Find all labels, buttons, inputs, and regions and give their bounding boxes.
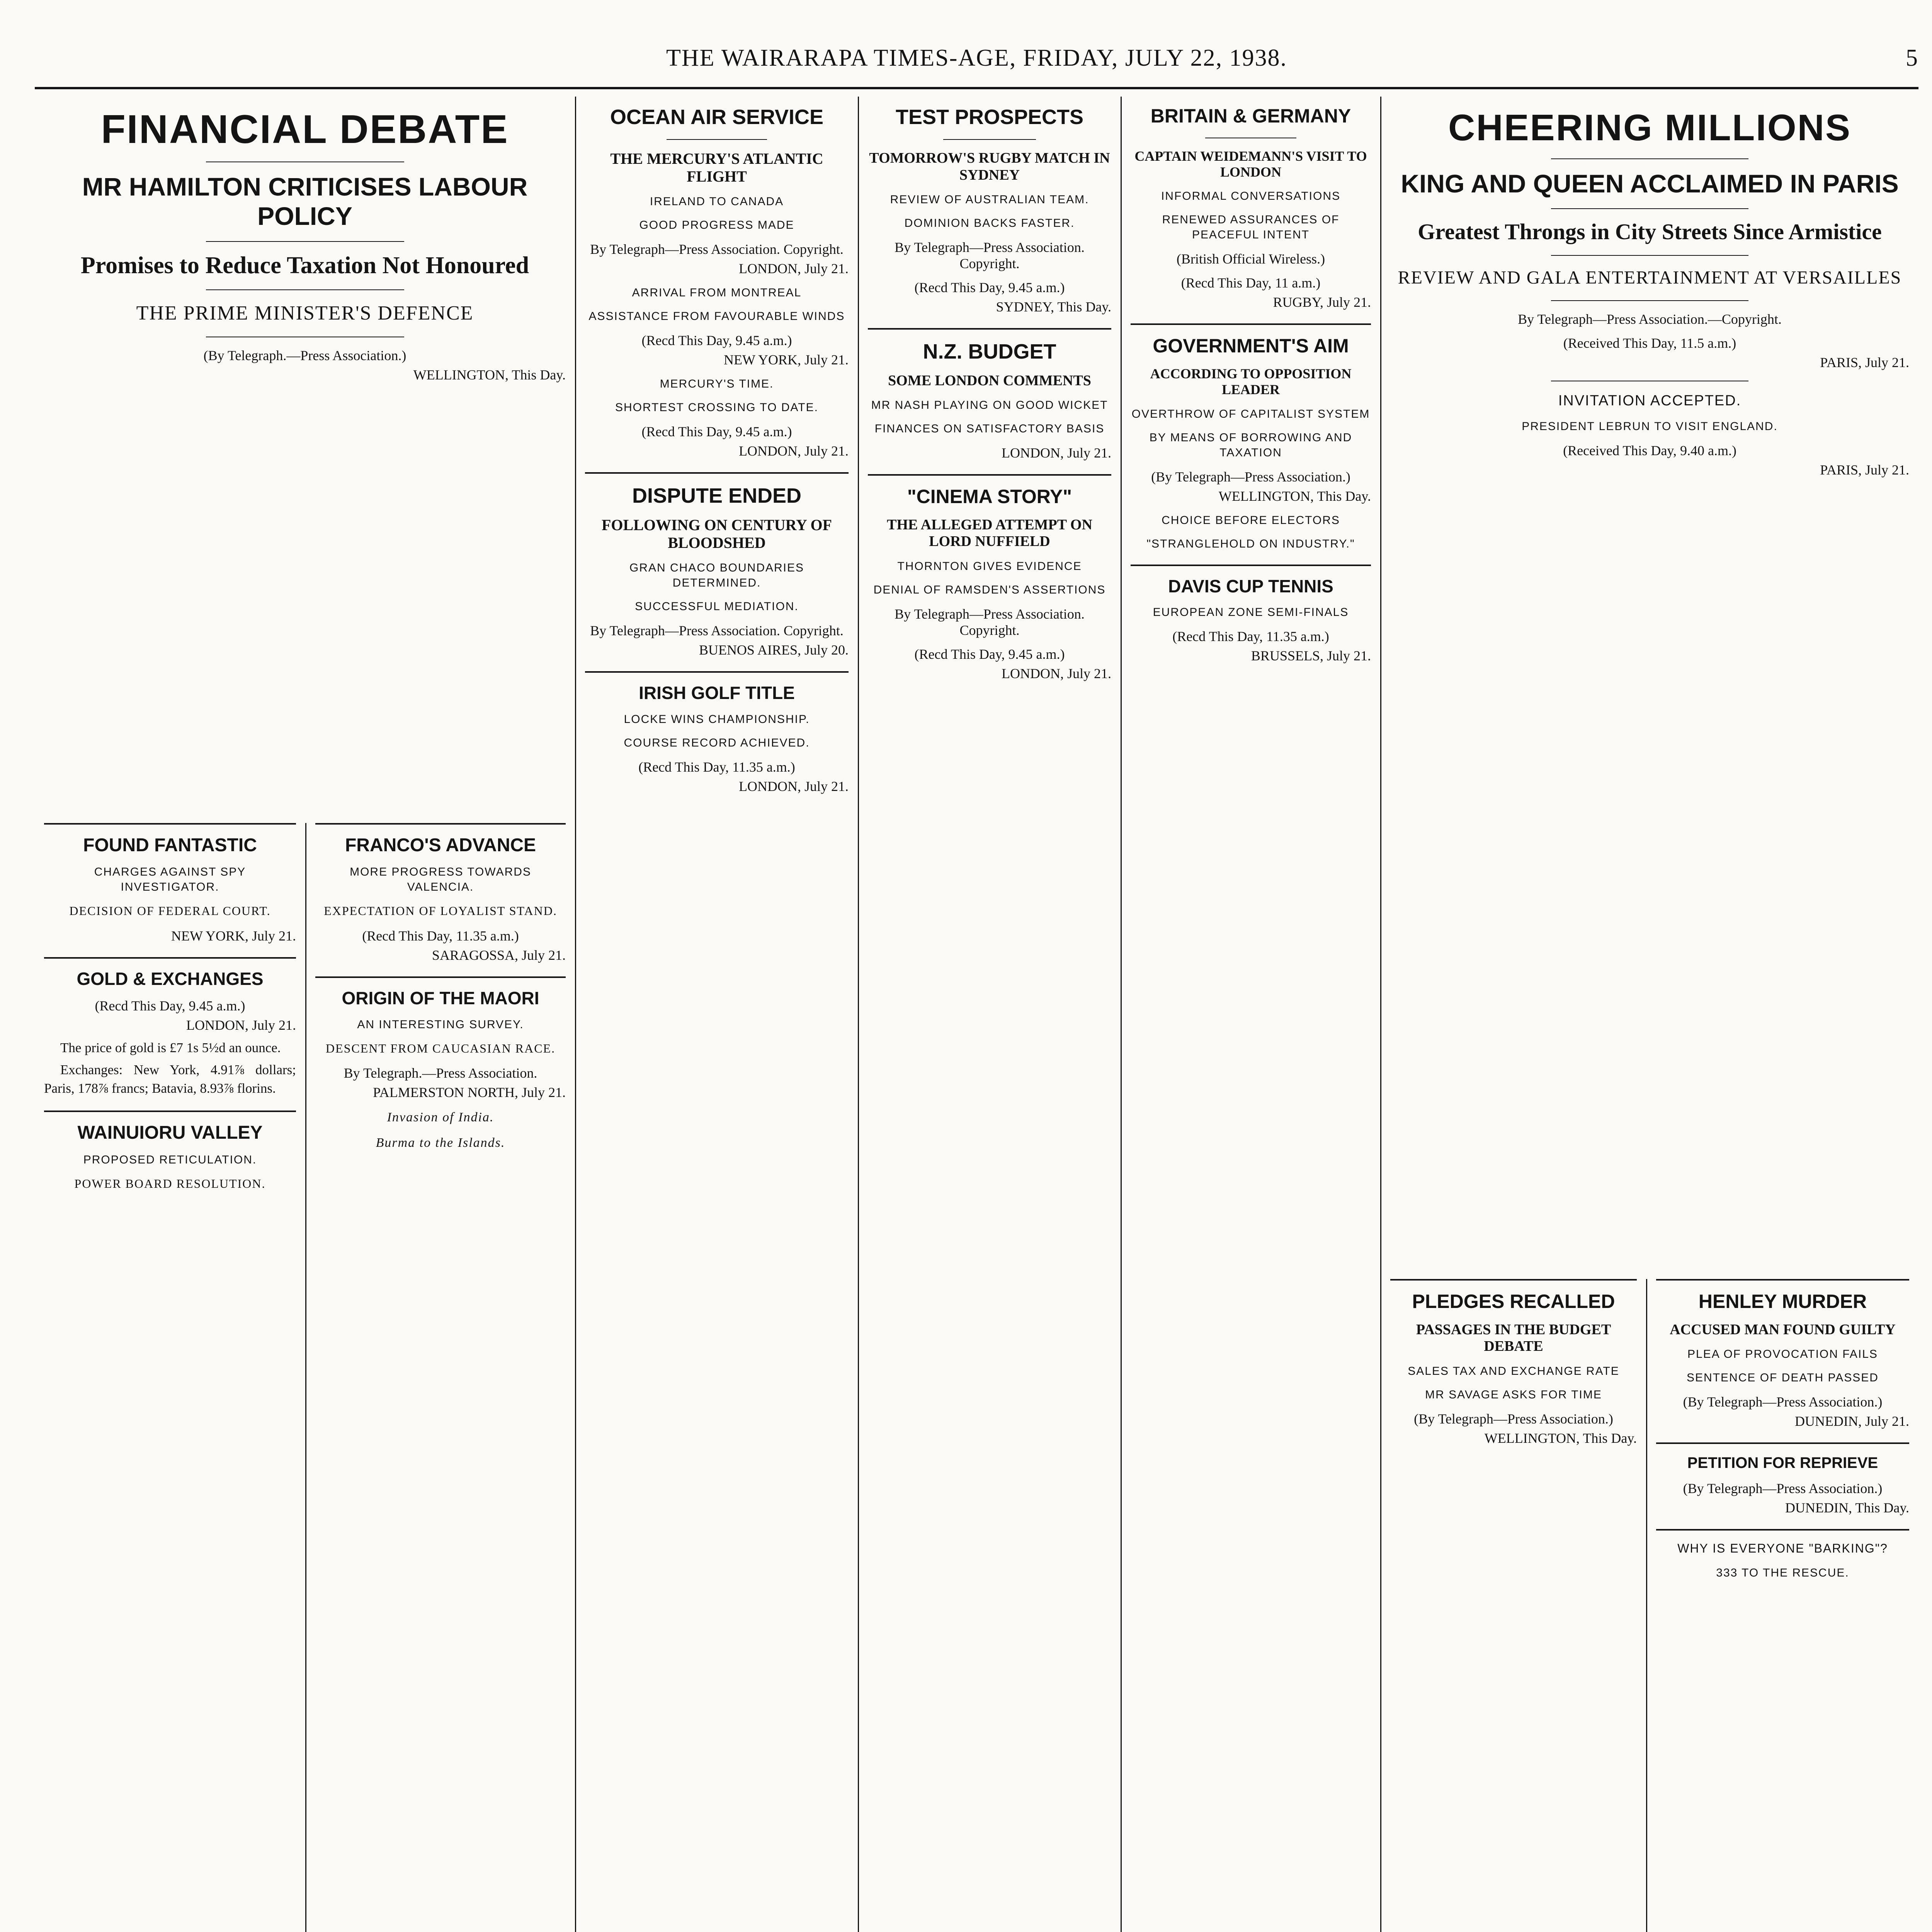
petition-reprieve-dateline: DUNEDIN, This Day. (1785, 1500, 1909, 1516)
cinema-story-dateline: LONDON, July 21. (1002, 666, 1111, 682)
cinema-story-deck: THE ALLEGED ATTEMPT ON LORD NUFFIELD (887, 516, 1092, 550)
column-7 (1647, 1279, 1918, 1932)
dispute-ended-deck-2: GRAN CHACO BOUNDARIES DETERMINED. (629, 561, 804, 590)
origin-maori-headline: ORIGIN OF THE MAORI (342, 988, 539, 1008)
governments-aim-subhead: CHOICE BEFORE ELECTORS (1162, 514, 1340, 527)
invitation-deck: PRESIDENT LEBRUN TO VISIT ENGLAND. (1522, 420, 1778, 433)
test-prospects-deck-2: REVIEW OF AUSTRALIAN TEAM. (890, 193, 1089, 206)
ocean-air-deck-5: ASSISTANCE FROM FAVOURABLE WINDS (588, 310, 845, 323)
cheering-millions-article (1381, 97, 1918, 1267)
nz-budget-deck-2: MR NASH PLAYING ON GOOD WICKET (871, 399, 1108, 412)
test-prospects-deck-3: DOMINION BACKS FASTER. (904, 217, 1075, 230)
britain-germany-deck: CAPTAIN WEIDEMANN'S VISIT TO LONDON (1134, 148, 1367, 180)
advert-headline: WHY IS EVERYONE "BARKING"? (1677, 1541, 1888, 1556)
pledges-recalled-byline: (By Telegraph—Press Association.) (1414, 1411, 1613, 1427)
divider (667, 139, 767, 140)
cinema-story-headline: "CINEMA STORY" (907, 486, 1072, 508)
origin-maori-dateline: PALMERSTON NORTH, July 21. (373, 1085, 566, 1100)
found-fantastic-headline: FOUND FANTASTIC (83, 835, 257, 855)
pledges-recalled-deck: PASSAGES IN THE BUDGET DEBATE (1416, 1321, 1611, 1355)
test-prospects-byline-2: (Recd This Day, 9.45 a.m.) (914, 280, 1065, 296)
origin-maori-deck: AN INTERESTING SURVEY. (357, 1018, 524, 1031)
origin-maori-byline: By Telegraph.—Press Association. (344, 1065, 537, 1081)
financial-debate-byline: (By Telegraph.—Press Association.) (203, 348, 406, 364)
irish-golf-deck: LOCKE WINS CHAMPIONSHIP. (624, 713, 810, 726)
test-prospects-dateline: SYDNEY, This Day. (996, 299, 1111, 315)
divider (1656, 1529, 1909, 1531)
governments-aim-deck: ACCORDING TO OPPOSITION LEADER (1150, 366, 1352, 398)
nz-budget-deck-3: FINANCES ON SATISFACTORY BASIS (874, 422, 1105, 435)
divider (1551, 208, 1748, 209)
governments-aim-deck-2: OVERTHROW OF CAPITALIST SYSTEM (1131, 407, 1370, 420)
column-1a (35, 823, 305, 1932)
divider (315, 976, 566, 978)
francos-advance-headline: FRANCO'S ADVANCE (345, 835, 536, 855)
ocean-air-deck-3: GOOD PROGRESS MADE (639, 219, 794, 232)
masthead-rule (35, 87, 1918, 89)
cinema-story-deck-3: DENIAL OF RAMSDEN'S ASSERTIONS (873, 583, 1106, 597)
dispute-ended-deck-3: SUCCESSFUL MEDIATION. (635, 600, 799, 613)
found-fantastic-deck: CHARGES AGAINST SPY INVESTIGATOR. (94, 866, 246, 894)
divider (1131, 323, 1371, 325)
gold-exchanges-headline: GOLD & EXCHANGES (77, 968, 264, 989)
divider (1656, 1442, 1909, 1444)
found-fantastic-dateline: NEW YORK, July 21. (171, 928, 296, 944)
dispute-ended-headline: DISPUTE ENDED (632, 484, 802, 508)
ocean-air-deck-2: IRELAND TO CANADA (650, 195, 784, 208)
wainuioru-deck: PROPOSED RETICULATION. (83, 1153, 257, 1166)
divider (868, 474, 1111, 476)
britain-germany-dateline: RUGBY, July 21. (1273, 294, 1371, 310)
cheering-millions-byline: By Telegraph—Press Association.—Copyright. (1518, 311, 1782, 327)
column-6 (1381, 1279, 1646, 1932)
divider (585, 671, 849, 673)
pledges-recalled-deck-2: SALES TAX AND EXCHANGE RATE (1408, 1364, 1619, 1378)
invitation-headline: INVITATION ACCEPTED. (1558, 392, 1742, 409)
ocean-air-headline: OCEAN AIR SERVICE (610, 105, 824, 129)
financial-debate-dateline: WELLINGTON, This Day. (413, 367, 566, 383)
cheering-millions-banner: CHEERING MILLIONS (1448, 107, 1851, 148)
francos-advance-dateline: SARAGOSSA, July 21. (432, 947, 566, 963)
petition-reprieve-headline: PETITION FOR REPRIEVE (1687, 1454, 1878, 1472)
divider (315, 823, 566, 825)
invitation-dateline: PARIS, July 21. (1820, 462, 1909, 478)
irish-golf-deck-2: COURSE RECORD ACHIEVED. (624, 736, 810, 750)
divider (868, 328, 1111, 330)
davis-cup-headline: DAVIS CUP TENNIS (1168, 576, 1333, 596)
dispute-ended-deck: FOLLOWING ON CENTURY OF BLOODSHED (601, 516, 832, 552)
francos-advance-deck: MORE PROGRESS TOWARDS VALENCIA. (350, 866, 531, 894)
henley-murder-dateline: DUNEDIN, July 21. (1795, 1413, 1909, 1429)
financial-debate-article (35, 97, 575, 811)
masthead (35, 44, 1918, 83)
governments-aim-headline: GOVERNMENT'S AIM (1153, 335, 1349, 357)
divider (1131, 565, 1371, 566)
financial-debate-subhead: Promises to Reduce Taxation Not Honoured (80, 252, 529, 279)
test-prospects-headline: TEST PROSPECTS (895, 105, 1084, 129)
test-prospects-byline: By Telegraph—Press Association. Copyright. (895, 240, 1085, 272)
ocean-air-dateline: LONDON, July 21. (739, 261, 849, 277)
divider (206, 241, 404, 242)
francos-advance-deck-2: EXPECTATION OF LOYALIST STAND. (324, 904, 557, 918)
cinema-story-byline: By Telegraph—Press Association. Copyright. (895, 606, 1085, 638)
gold-price-text: The price of gold is £7 1s 5½d an ounce. (60, 1040, 281, 1055)
henley-murder-deck: ACCUSED MAN FOUND GUILTY (1670, 1321, 1896, 1338)
britain-germany-headline: BRITAIN & GERMANY (1150, 105, 1351, 127)
irish-golf-byline: (Recd This Day, 11.35 a.m.) (638, 759, 795, 775)
ocean-air-byline: By Telegraph—Press Association. Copyright. (590, 242, 844, 257)
ocean-air-deck: THE MERCURY'S ATLANTIC FLIGHT (610, 150, 823, 185)
pledges-recalled-deck-3: MR SAVAGE ASKS FOR TIME (1425, 1388, 1602, 1401)
ocean-air-deck-4: ARRIVAL FROM MONTREAL (632, 286, 802, 299)
ocean-air-dateline-2: NEW YORK, July 21. (724, 352, 849, 368)
henley-murder-deck-3: SENTENCE OF DEATH PASSED (1687, 1371, 1879, 1384)
cheering-millions-dateline: PARIS, July 21. (1820, 354, 1909, 370)
davis-cup-dateline: BRUSSELS, July 21. (1251, 648, 1371, 664)
nz-budget-deck: SOME LONDON COMMENTS (888, 372, 1091, 389)
exchanges-text: Exchanges: New York, 4.91⅞ dollars; Paris, 178⅞ francs; Batavia, 8.93⅞ florins. (44, 1062, 296, 1096)
henley-murder-byline: (By Telegraph—Press Association.) (1683, 1394, 1883, 1410)
dispute-ended-dateline: BUENOS AIRES, July 20. (699, 642, 849, 658)
financial-debate-deck: THE PRIME MINISTER'S DEFENCE (136, 302, 474, 325)
divider (585, 472, 849, 474)
britain-germany-deck-2: INFORMAL CONVERSATIONS (1161, 190, 1341, 203)
cheering-millions-headline: KING AND QUEEN ACCLAIMED IN PARIS (1401, 169, 1899, 198)
governments-aim-byline: (By Telegraph—Press Association.) (1151, 469, 1350, 485)
britain-germany-deck-3: RENEWED ASSURANCES OF PEACEFUL INTENT (1162, 213, 1340, 242)
column-4 (859, 97, 1121, 1932)
gold-exchanges-byline: (Recd This Day, 9.45 a.m.) (95, 998, 245, 1014)
divider (44, 957, 296, 959)
origin-maori-subhead-burma: Burma to the Islands. (376, 1136, 505, 1150)
divider (1656, 1279, 1909, 1281)
britain-germany-byline: (British Official Wireless.) (1176, 251, 1325, 267)
governments-aim-deck-3: BY MEANS OF BORROWING AND TAXATION (1149, 431, 1352, 459)
cheering-millions-subhead: Greatest Throngs in City Streets Since Armistice (1418, 219, 1882, 245)
nz-budget-headline: N.Z. BUDGET (923, 340, 1056, 364)
francos-advance-byline: (Recd This Day, 11.35 a.m.) (362, 928, 519, 944)
page-number: 5 (1906, 45, 1918, 71)
cheering-millions-deck: REVIEW AND GALA ENTERTAINMENT AT VERSAILLES (1398, 267, 1902, 288)
divider (1551, 255, 1748, 256)
nz-budget-dateline: LONDON, July 21. (1002, 445, 1111, 461)
divider (1551, 158, 1748, 159)
gold-exchanges-dateline: LONDON, July 21. (186, 1017, 296, 1033)
ocean-air-deck-7: SHORTEST CROSSING TO DATE. (615, 401, 818, 414)
britain-germany-byline-2: (Recd This Day, 11 a.m.) (1181, 275, 1321, 291)
origin-maori-deck-2: DESCENT FROM CAUCASIAN RACE. (325, 1041, 556, 1055)
found-fantastic-deck-2: DECISION OF FEDERAL COURT. (69, 904, 271, 918)
divider (943, 139, 1036, 140)
wainuioru-headline: WAINUIORU VALLEY (77, 1122, 263, 1143)
financial-debate-banner: FINANCIAL DEBATE (101, 107, 509, 152)
davis-cup-byline: (Recd This Day, 11.35 a.m.) (1172, 629, 1329, 645)
column-3 (576, 97, 858, 1932)
origin-maori-subhead-invasion: Invasion of India. (387, 1110, 494, 1125)
pledges-recalled-dateline: WELLINGTON, This Day. (1484, 1430, 1637, 1446)
invitation-byline: (Received This Day, 9.40 a.m.) (1563, 442, 1736, 458)
divider (1390, 1279, 1637, 1281)
petition-reprieve-byline: (By Telegraph—Press Association.) (1683, 1481, 1883, 1497)
ocean-air-byline-3: (Recd This Day, 9.45 a.m.) (641, 424, 792, 440)
cinema-story-deck-2: THORNTON GIVES EVIDENCE (897, 560, 1082, 573)
pledges-recalled-headline: PLEDGES RECALLED (1412, 1291, 1615, 1312)
henley-murder-headline: HENLEY MURDER (1698, 1291, 1867, 1312)
dispute-ended-byline: By Telegraph—Press Association. Copyright. (590, 623, 844, 639)
irish-golf-dateline: LONDON, July 21. (739, 779, 849, 794)
governments-aim-dateline: WELLINGTON, This Day. (1218, 488, 1371, 504)
divider (44, 823, 296, 825)
davis-cup-deck: EUROPEAN ZONE SEMI-FINALS (1153, 606, 1349, 619)
masthead-title: THE WAIRARAPA TIMES-AGE, FRIDAY, JULY 22, 1938. (666, 45, 1287, 71)
financial-debate-headline: MR HAMILTON CRITICISES LABOUR POLICY (82, 172, 528, 231)
divider (1551, 300, 1748, 301)
divider (44, 1111, 296, 1112)
wainuioru-deck-2: POWER BOARD RESOLUTION. (74, 1176, 266, 1190)
cinema-story-byline-2: (Recd This Day, 9.45 a.m.) (914, 646, 1065, 662)
test-prospects-deck: TOMORROW'S RUGBY MATCH IN SYDNEY (869, 150, 1110, 183)
ocean-air-deck-6: MERCURY'S TIME. (660, 378, 774, 391)
advert-subhead: 333 TO THE RESCUE. (1716, 1566, 1849, 1579)
column-5 (1121, 97, 1380, 1932)
henley-murder-deck-2: PLEA OF PROVOCATION FAILS (1687, 1348, 1878, 1361)
cheering-millions-byline-2: (Received This Day, 11.5 a.m.) (1563, 335, 1736, 351)
divider (206, 289, 404, 290)
irish-golf-headline: IRISH GOLF TITLE (639, 683, 795, 703)
ocean-air-dateline-3: LONDON, July 21. (739, 443, 849, 459)
ocean-air-byline-2: (Recd This Day, 9.45 a.m.) (641, 333, 792, 349)
governments-aim-subhead-2: "STRANGLEHOLD ON INDUSTRY." (1146, 537, 1355, 550)
column-1b (306, 823, 575, 1932)
